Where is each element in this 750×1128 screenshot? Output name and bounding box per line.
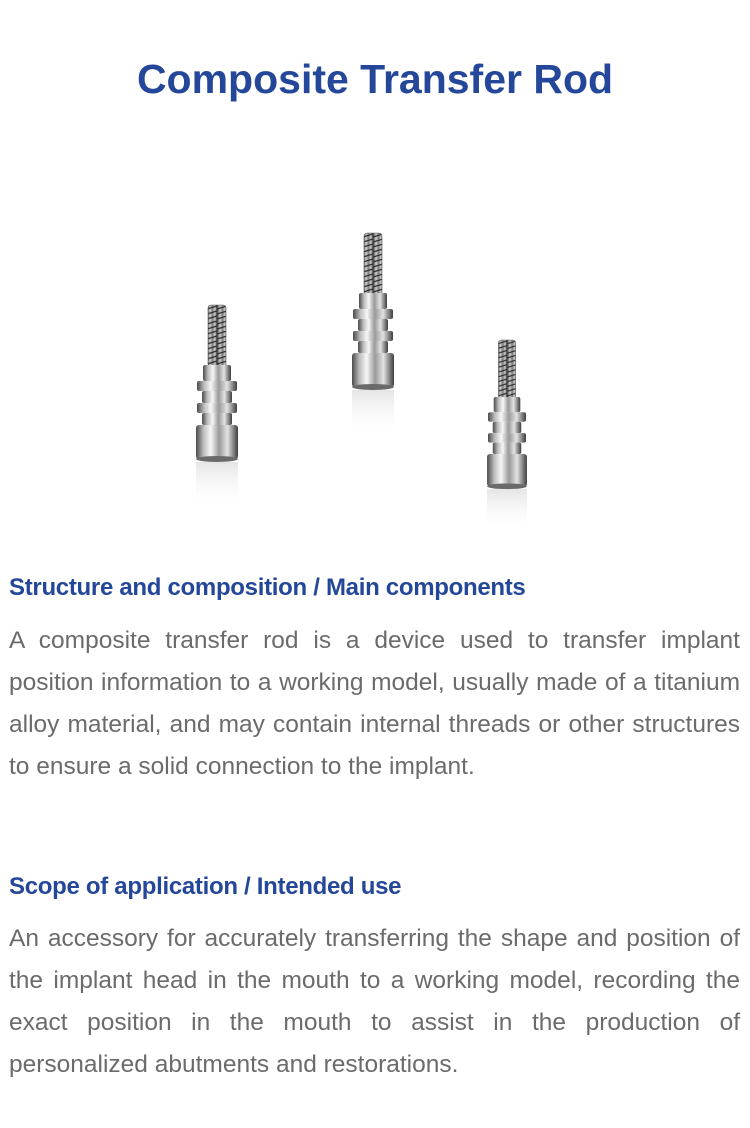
transfer-rod-icon (196, 305, 238, 508)
section-body-structure: A composite transfer rod is a device used to transfer implant position information to a working model, usually made of a titanium alloy material, and may contain internal threads or other structures to ensure a solid connection to the implant. (9, 627, 740, 780)
section-heading-structure: Structure and composition / Main components (9, 574, 526, 601)
section-heading-scope: Scope of application / Intended use (9, 873, 402, 900)
page-title: Composite Transfer Rod (136, 56, 614, 102)
transfer-rod-icon (352, 233, 394, 436)
product-image (175, 220, 575, 560)
section-body-scope: An accessory for accurately transferring the shape and position of the implant head in the mouth to a working model, recording the exact position in the mouth to assist in the production of personalized abutments and restorations. (9, 925, 740, 1078)
transfer-rod-icon (487, 340, 527, 533)
